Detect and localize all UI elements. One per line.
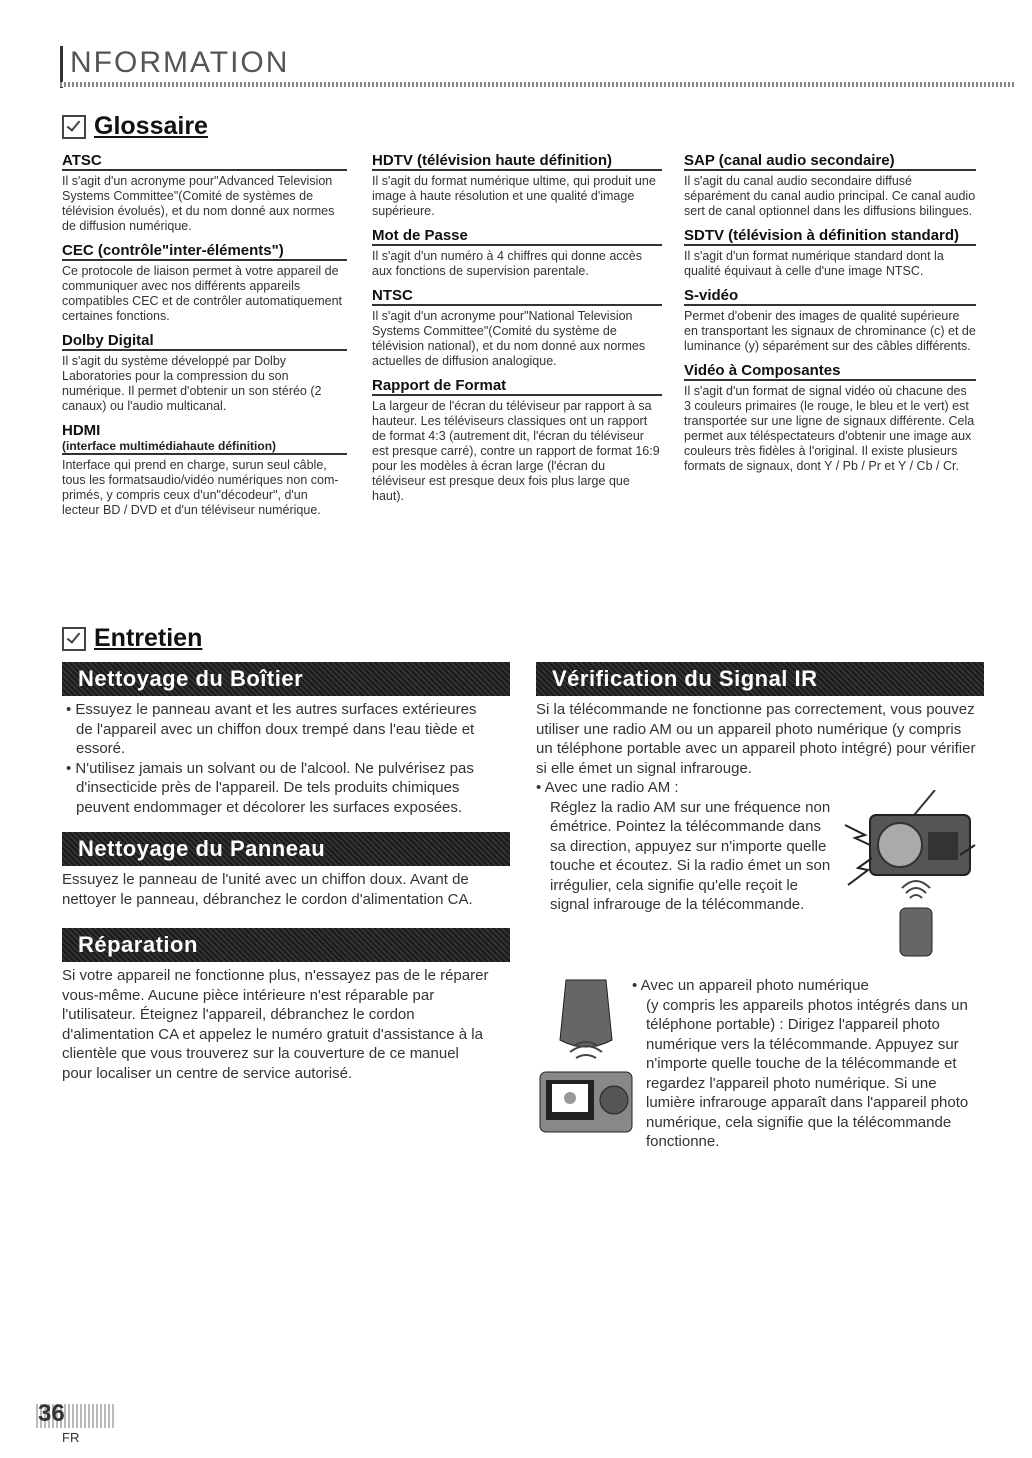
remote-icon: [900, 908, 932, 956]
maintenance-title-text: Entretien: [94, 624, 203, 652]
term-sap: [684, 152, 976, 171]
term-body: Il s'agit du format numérique ultime, qui produit une image à haute résolution et une qualité d'image supérieure.: [372, 174, 656, 218]
term-cec: [62, 242, 347, 261]
term-heading: Mot de Passe: [372, 227, 468, 244]
term-component-video: [684, 362, 976, 381]
term-heading: SDTV (télévision à définition standard): [684, 227, 960, 244]
term-heading: SAP (canal audio secondaire): [684, 152, 895, 169]
term-aspect-ratio: [372, 377, 662, 396]
bullet-text: N'utilisez jamais un solvant ou de l'alcool. Ne pulvérisez pas d'insecticide près de l'appareil. De tels produits chimiques peuvent endommager et décolorer les surfaces exposées.: [75, 759, 474, 816]
term-heading: S-vidéo: [684, 287, 739, 304]
term-atsc: [62, 152, 347, 171]
camera-label-text: Avec un appareil photo numérique: [640, 977, 869, 994]
maintenance-title: [62, 624, 202, 653]
checkbox-icon: [62, 627, 86, 651]
glossary-column-3: [684, 146, 976, 474]
cabinet-bullet-1: • Essuyez le panneau avant et les autres surfaces extérieures de l'appareil avec un chiffon doux trempé dans l'eau tiède et essoré.: [66, 701, 477, 757]
term-heading: HDMI: [62, 422, 101, 439]
term-heading: Rapport de Format: [372, 377, 507, 394]
term-body: Permet d'obenir des images de qualité supérieure en transportant les signaux de chrominance (c) et de luminance (y) séparément sur des câbles différents.: [684, 309, 976, 353]
bullet-text: Essuyez le panneau avant et les autres surfaces extérieures de l'appareil avec un chiffon doux trempé dans l'eau tiède et essoré.: [75, 701, 477, 757]
radio-label: • Avec une radio AM :: [536, 779, 679, 796]
page-number: 36: [38, 1400, 65, 1427]
glossary-title: [62, 112, 208, 141]
term-heading: ATSC: [62, 152, 102, 169]
term-body: Il s'agit d'un acronyme pour"Advanced Television Systems Committee"(Comité de systèmes de télévision évolués), et du nom donné aux normes de diffusion numérique.: [62, 174, 335, 233]
term-body: Il s'agit d'un acronyme pour"National Television Systems Committee"(Comité du système de télévision national), et du nom donné aux normes actuelles de diffusion analogique.: [372, 309, 646, 368]
sound-wave-icon: [845, 825, 870, 845]
camera-label: • Avec un appareil photo numérique: [632, 977, 869, 994]
glossary-column-1: [62, 146, 347, 518]
term-heading: HDTV (télévision haute définition): [372, 152, 613, 169]
term-dolby: [62, 332, 347, 351]
camera-illustration: [536, 976, 636, 1136]
remote-icon: [560, 980, 612, 1047]
radio-label-text: Avec une radio AM :: [544, 779, 679, 796]
term-s-video: [684, 287, 976, 306]
ir-intro: Si la télécommande ne fonctionne pas correctement, vous pouvez utiliser une radio AM ou un appareil photo numérique (y compris un téléphone portable avec un appareil photo intégré) pour vérifier si elle émet un signal infrarouge.: [536, 701, 976, 777]
term-heading: Vidéo à Composantes: [684, 362, 841, 379]
term-subheading: (interface multimédiahaute définition): [62, 439, 277, 453]
checkbox-icon: [62, 115, 86, 139]
repair-text: Si votre appareil ne fonctionne plus, n'essayez pas de le réparer vous-même. Aucune pièce intérieure n'est réparable par l'utilisateur. Éteignez l'appareil, débranchez le cordon d'alimentation CA et appelez le numéro gratuit d'assistance à la clientèle que vous trouverez sur la couverture de ce manuel pour localiser un centre de service autorisé.: [62, 967, 489, 1082]
page-language: FR: [62, 1430, 80, 1445]
term-hdtv: [372, 152, 662, 171]
ir-camera-section: [632, 976, 972, 1152]
panel-text: Essuyez le panneau de l'unité avec un chiffon doux. Avant de nettoyer le panneau, débranchez le cordon d'alimentation CA.: [62, 871, 473, 908]
repair-banner: Réparation: [62, 928, 510, 962]
ir-banner: Vérification du Signal IR: [536, 662, 984, 696]
term-body: La largeur de l'écran du téléviseur par rapport à sa hauteur. Les téléviseurs classiques ont un rapport de format 4:3 (autrement dit, l'écran du téléviseur est presque carré), contre un rapport de format 16:9 pour les modèles à écran large (l'écran du téléviseur est presque deux fois plus large que haut).: [372, 399, 660, 503]
cabinet-bullet-2: • N'utilisez jamais un solvant ou de l'alcool. Ne pulvérisez pas d'insecticide près de l'appareil. De tels produits chimiques peuvent endommager et décolorer les surfaces exposées.: [66, 759, 474, 816]
term-heading: NTSC: [372, 287, 413, 304]
term-body: Ce protocole de liaison permet à votre appareil de communiquer avec nos différents appareils compatibles CEC et de contrôler automatiquement certaines fonctions.: [62, 264, 343, 323]
term-password: [372, 227, 662, 246]
header-rule: [60, 82, 1015, 87]
radio-text: Réglez la radio AM sur une fréquence non émétrice. Pointez la télécommande dans sa direction, appuyez sur n'importe quelle touche et écoutez. Si la radio émet un son irrégulier, cela signifie qu'elle reçoit le signal infrarouge de la télécommande.: [550, 798, 831, 913]
term-body: Interface qui prend en charge, surun seul câble, tous les formatsaudio/vidéo numériques non com-primés, y compris ceux d'un"décodeur", d'un lecteur BD / DVD et d'un téléviseur numérique.: [62, 458, 339, 517]
term-body: Il s'agit d'un numéro à 4 chiffres qui donne accès aux fonctions de supervision parentale.: [372, 249, 642, 278]
term-body: Il s'agit du système développé par Dolby Laboratories pour la compression du son numérique. Il permet d'obtenir un son stéréo (2 canaux) ou l'audio multicanal.: [62, 354, 322, 413]
term-body: Il s'agit d'un format de signal vidéo où chacune des 3 couleurs primaires (le rouge, le bleu et le vert) est transportée sur une ligne de signaux différente. Cela permet aux téléspectateurs d'obtenir une image aux couleurs très fidèles à l'original. Il existe plusieurs formats de signaux, dont Y / Pb / Pr et Y / Cb / Cr.: [684, 384, 975, 473]
radio-illustration: [840, 790, 980, 960]
term-sdtv: [684, 227, 976, 246]
term-heading: Dolby Digital: [62, 332, 154, 349]
panel-banner: Nettoyage du Panneau: [62, 832, 510, 866]
term-ntsc: [372, 287, 662, 306]
term-body: Il s'agit d'un format numérique standard dont la qualité équivaut à celle d'une image NTSC.: [684, 249, 944, 278]
cabinet-banner: Nettoyage du Boîtier: [62, 662, 510, 696]
header-title: NFORMATION: [70, 46, 290, 79]
glossary-column-2: [372, 146, 662, 504]
term-body: Il s'agit du canal audio secondaire diffusé séparément du canal audio principal. Ce canal audio sert de canal optionnel dans les diffusions bilingues.: [684, 174, 976, 218]
term-hdmi: [62, 422, 347, 455]
camera-text: (y compris les appareils photos intégrés dans un téléphone portable) : Dirigez l'appareil photo numérique vers la télécommande. Appuyez sur n'importe quelle touche de la télécommande et regardez l'appareil photo numérique. Si une lumière infrarouge apparaît dans l'appareil photo numérique, cela signifie que la télécommande fonctionne.: [646, 996, 969, 1150]
glossary-title-text: Glossaire: [94, 112, 208, 140]
term-heading: CEC (contrôle"inter-éléments"): [62, 242, 284, 259]
ir-radio-section: [536, 778, 836, 915]
cabinet-text: [62, 700, 492, 817]
